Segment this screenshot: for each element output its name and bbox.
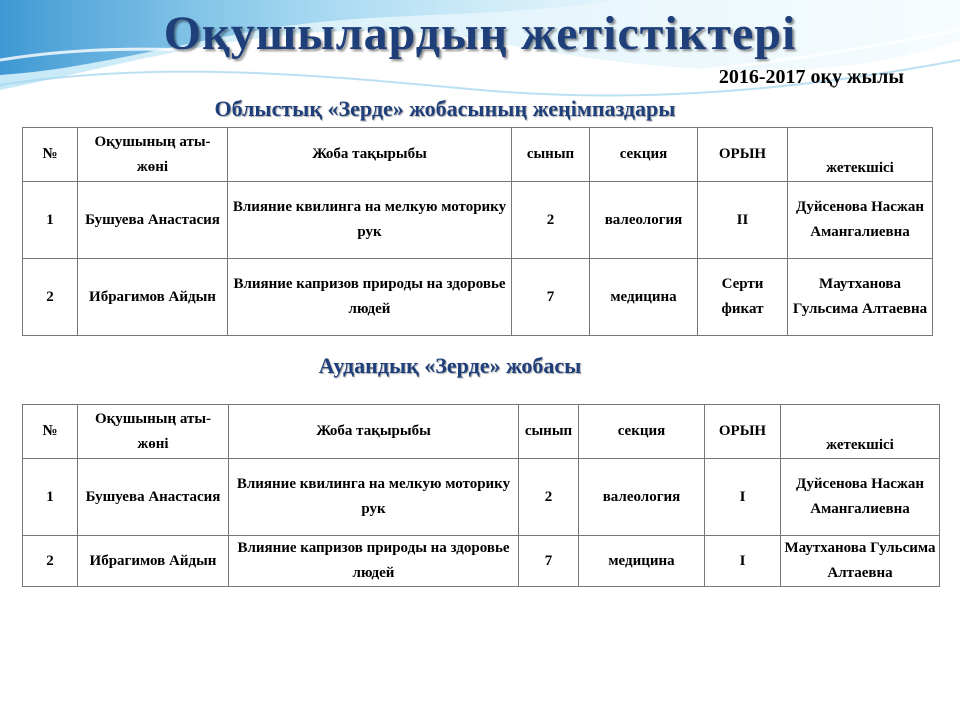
header-topic: Жоба тақырыбы: [229, 405, 519, 459]
regional-winners-table: [22, 127, 933, 336]
header-num: №: [23, 128, 78, 182]
header-name: Оқушының аты-жөні: [78, 128, 228, 182]
district-project-table: [22, 404, 940, 587]
cell-topic: Влияние квилинга на мелкую моторику рук: [228, 182, 512, 259]
table-row: [23, 536, 940, 587]
header-section: секция: [579, 405, 705, 459]
cell-topic: Влияние капризов природы на здоровье людей: [229, 536, 519, 587]
header-grade: сынып: [519, 405, 579, 459]
header-supervisor: жетекшісі: [788, 128, 933, 182]
cell-grade: 2: [512, 182, 590, 259]
cell-place: I: [705, 459, 781, 536]
cell-section: медицина: [579, 536, 705, 587]
cell-name: Ибрагимов Айдын: [78, 536, 229, 587]
cell-num: 2: [23, 259, 78, 336]
header-name: Оқушының аты-жөні: [78, 405, 229, 459]
header-place: ОРЫН: [698, 128, 788, 182]
header-place: ОРЫН: [705, 405, 781, 459]
cell-supervisor: Дуйсенова Насжан Амангалиевна: [788, 182, 933, 259]
cell-grade: 7: [519, 536, 579, 587]
cell-place: II: [698, 182, 788, 259]
cell-name: Бушуева Анастасия: [78, 182, 228, 259]
cell-name: Бушуева Анастасия: [78, 459, 229, 536]
cell-name: Ибрагимов Айдын: [78, 259, 228, 336]
cell-grade: 2: [519, 459, 579, 536]
cell-grade: 7: [512, 259, 590, 336]
section2-title: Аудандық «Зерде» жобасы: [318, 353, 582, 378]
cell-num: 1: [23, 459, 78, 536]
table-header-row: [23, 128, 933, 182]
academic-year: 2016-2017 оқу жылы: [718, 66, 904, 88]
header-supervisor: жетекшісі: [781, 405, 940, 459]
table-row: [23, 259, 933, 336]
cell-topic: Влияние квилинга на мелкую моторику рук: [229, 459, 519, 536]
cell-section: медицина: [590, 259, 698, 336]
cell-place: Серти фикат: [698, 259, 788, 336]
table-row: [23, 459, 940, 536]
cell-section: валеология: [590, 182, 698, 259]
table-header-row: [23, 405, 940, 459]
cell-place: I: [705, 536, 781, 587]
table-row: [23, 182, 933, 259]
cell-num: 2: [23, 536, 78, 587]
header-section: секция: [590, 128, 698, 182]
header-grade: сынып: [512, 128, 590, 182]
page-title: Оқушылардың жетістіктері: [163, 7, 797, 60]
header-num: №: [23, 405, 78, 459]
cell-topic: Влияние капризов природы на здоровье людей: [228, 259, 512, 336]
cell-section: валеология: [579, 459, 705, 536]
cell-supervisor: Маутханова Гульсима Алтаевна: [781, 536, 940, 587]
cell-num: 1: [23, 182, 78, 259]
cell-supervisor: Маутханова Гульсима Алтаевна: [788, 259, 933, 336]
cell-supervisor: Дуйсенова Насжан Амангалиевна: [781, 459, 940, 536]
header-topic: Жоба тақырыбы: [228, 128, 512, 182]
section1-title: Облыстық «Зерде» жобасының жеңімпаздары: [214, 96, 676, 121]
